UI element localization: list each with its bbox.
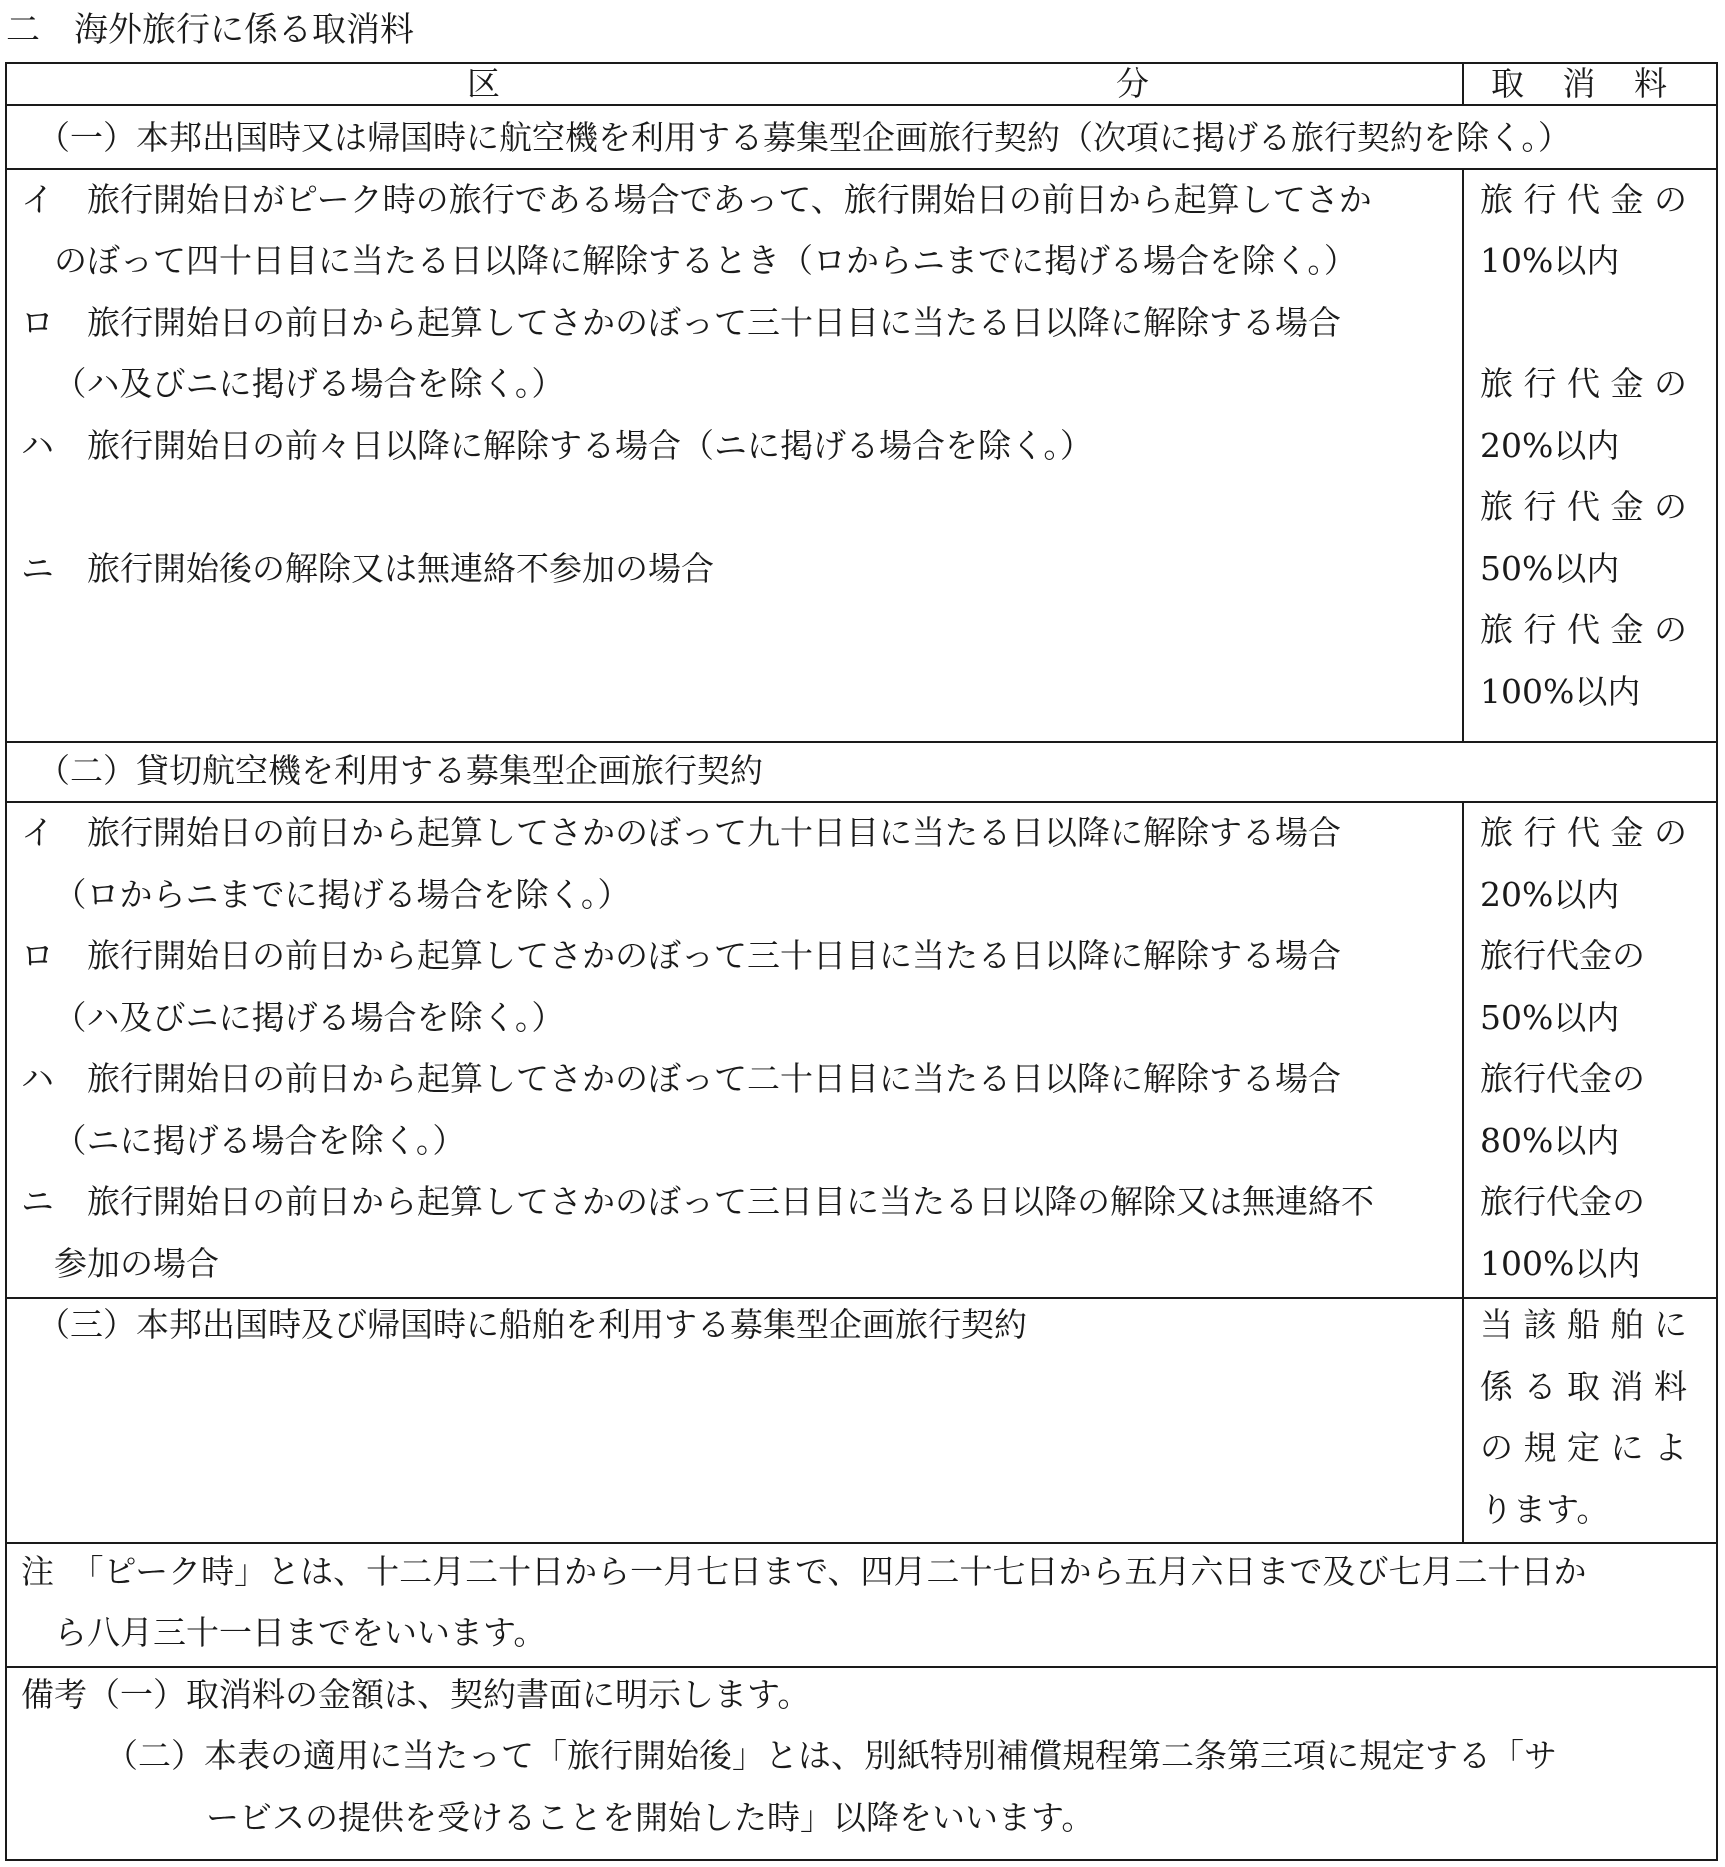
section-2-title: （二）貸切航空機を利用する募集型企画旅行契約 — [37, 751, 763, 790]
fee-text: 20%以内 — [1480, 426, 1620, 465]
section-1-line: ロ 旅行開始日の前日から起算してさかのぼって三十日目に当たる日以降に解除する場合 — [21, 303, 1341, 342]
fee-text: ります。 — [1480, 1490, 1610, 1529]
fee-text: 旅行代金の — [1480, 1182, 1645, 1221]
fee-text: 80%以内 — [1480, 1121, 1620, 1160]
fee-text: 当 該 船 舶 に — [1480, 1305, 1687, 1344]
header-category: 区 分 — [467, 64, 1175, 103]
section-1-line: ハ 旅行開始日の前々日以降に解除する場合（ニに掲げる場合を除く。） — [21, 426, 1093, 465]
section-2-line: （ロからニまでに掲げる場合を除く。） — [37, 875, 631, 914]
column-divider — [1462, 64, 1464, 106]
section-3-title: （三）本邦出国時及び帰国時に船舶を利用する募集型企画旅行契約 — [37, 1305, 1027, 1344]
fee-text: 旅 行 代 金 の — [1480, 610, 1687, 649]
remarks-line: 備考（一）取消料の金額は、契約書面に明示します。 — [21, 1675, 811, 1714]
section-1-title: （一）本邦出国時又は帰国時に航空機を利用する募集型企画旅行契約（次項に掲げる旅行契約を除く。） — [37, 118, 1571, 157]
fee-text: 旅 行 代 金 の — [1480, 364, 1687, 403]
note-line: 注 「ピーク時」とは、十二月二十日から一月七日まで、四月二十七日から五月六日まで及び七月二十日か — [21, 1552, 1587, 1591]
fee-text: 旅 行 代 金 の — [1480, 487, 1687, 526]
column-divider — [1462, 168, 1464, 743]
header-fee: 取 消 料 — [1491, 64, 1681, 103]
fee-text: 旅 行 代 金 の — [1480, 180, 1687, 219]
fee-text: 20%以内 — [1480, 875, 1620, 914]
cancellation-fee-table — [5, 62, 1718, 1861]
section-2-line: ニ 旅行開始日の前日から起算してさかのぼって三日目に当たる日以降の解除又は無連絡不 — [21, 1182, 1374, 1221]
fee-text: の 規 定 に よ — [1480, 1428, 1687, 1467]
section-2-line: イ 旅行開始日の前日から起算してさかのぼって九十日目に当たる日以降に解除する場合 — [21, 813, 1341, 852]
section-2-line: （ハ及びニに掲げる場合を除く。） — [37, 998, 565, 1037]
fee-text: 10%以内 — [1480, 241, 1620, 280]
fee-text: 旅行代金の — [1480, 936, 1645, 975]
section-1-line: のぼって四十日目に当たる日以降に解除するとき（ロからニまでに掲げる場合を除く。） — [21, 241, 1357, 280]
section-1-line: （ハ及びニに掲げる場合を除く。） — [37, 364, 565, 403]
section-2-line: （ニに掲げる場合を除く。） — [37, 1121, 466, 1160]
fee-text: 100%以内 — [1480, 672, 1641, 711]
section-1-line: ニ 旅行開始後の解除又は無連絡不参加の場合 — [21, 549, 714, 588]
fee-text: 係 る 取 消 料 — [1480, 1367, 1687, 1406]
fee-text: 旅 行 代 金 の — [1480, 813, 1687, 852]
fee-text: 50%以内 — [1480, 998, 1620, 1037]
section-1-line: イ 旅行開始日がピーク時の旅行である場合であって、旅行開始日の前日から起算してさか — [21, 180, 1372, 219]
fee-text: 100%以内 — [1480, 1244, 1641, 1283]
section-2-line: ロ 旅行開始日の前日から起算してさかのぼって三十日目に当たる日以降に解除する場合 — [21, 936, 1341, 975]
section-2-line: ハ 旅行開始日の前日から起算してさかのぼって二十日目に当たる日以降に解除する場合 — [21, 1059, 1341, 1098]
remarks-line: ービスの提供を受けることを開始した時」以降をいいます。 — [206, 1798, 1095, 1837]
column-divider — [1462, 801, 1464, 1544]
page-heading: 二 海外旅行に係る取消料 — [6, 10, 414, 50]
remarks-line: （二）本表の適用に当たって「旅行開始後」とは、別紙特別補償規程第二条第三項に規定する「サ — [105, 1736, 1557, 1775]
section-2-line: 参加の場合 — [21, 1244, 219, 1283]
fee-text: 旅行代金の — [1480, 1059, 1645, 1098]
note-line: ら八月三十一日までをいいます。 — [21, 1613, 547, 1652]
fee-text: 50%以内 — [1480, 549, 1620, 588]
